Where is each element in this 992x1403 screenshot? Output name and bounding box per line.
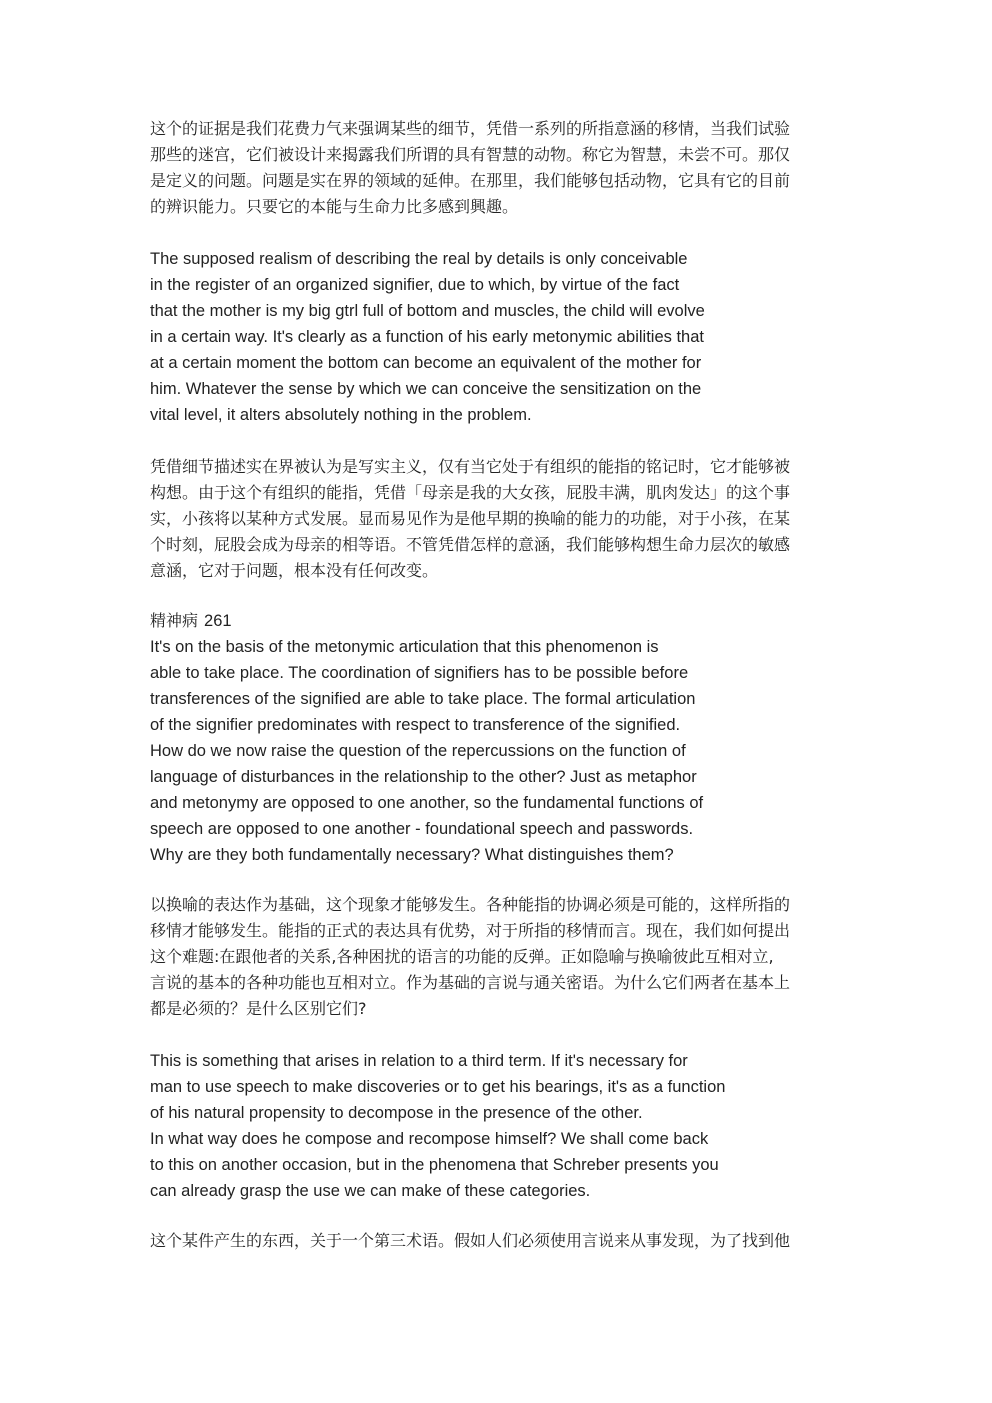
text-line: 言说的基本的各种功能也互相对立。作为基础的言说与通关密语。为什么它们两者在基本上 xyxy=(150,973,791,992)
text-line: transferences of the signified are able to take place. The formal articulation xyxy=(150,690,696,708)
paragraph-zh-3 xyxy=(150,892,844,1022)
text-line: that the mother is my big gtrl full of bottom and muscles, the child will evolve xyxy=(150,302,705,320)
text-line: 个时刻，屁股会成为母亲的相等语。不管凭借怎样的意涵，我们能够构想生命力层次的敏感 xyxy=(150,535,791,554)
text-line: 构想。由于这个有组织的能指，凭借「母亲是我的大女孩，屁股丰满，肌肉发达」的这个事 xyxy=(150,483,791,502)
text-line: 实，小孩将以某种方式发展。显而易见作为是他早期的换喻的能力的功能，对于小孩，在某 xyxy=(150,509,791,528)
text-line: 是定义的问题。问题是实在界的领域的延伸。在那里，我们能够包括动物，它具有它的目前 xyxy=(150,171,791,190)
text-line: 这个的证据是我们花费力气来强调某些的细节，凭借一系列的所指意涵的移情，当我们试验 xyxy=(150,119,791,138)
document-page xyxy=(150,116,850,1254)
paragraph-gap xyxy=(150,1204,850,1228)
heading-title: 精神病 xyxy=(150,611,199,630)
text-line: How do we now raise the question of the repercussions on the function of xyxy=(150,742,686,760)
text-line: man to use speech to make discoveries or to get his bearings, it's as a function xyxy=(150,1078,726,1096)
text-line: of the signifier predominates with respect to transference of the signified. xyxy=(150,716,681,734)
paragraph-en-1 xyxy=(150,246,850,428)
text-line: This is something that arises in relation to a third term. If it's necessary for xyxy=(150,1052,688,1070)
text-line: can already grasp the use we can make of these categories. xyxy=(150,1182,591,1200)
paragraph-gap xyxy=(150,220,850,246)
paragraph-en-3 xyxy=(150,1048,850,1204)
paragraph-zh-1 xyxy=(150,116,844,220)
text-line: him. Whatever the sense by which we can conceive the sensitization on the xyxy=(150,380,702,398)
paragraph-gap xyxy=(150,428,850,454)
text-line: 那些的迷宫，它们被设计来揭露我们所谓的具有智慧的动物。称它为智慧，未尝不可。那仅 xyxy=(150,145,791,164)
page-heading xyxy=(150,608,850,634)
text-line: In what way does he compose and recompose himself? We shall come back xyxy=(150,1130,709,1148)
text-line: at a certain moment the bottom can become an equivalent of the mother for xyxy=(150,354,702,372)
paragraph-zh-4 xyxy=(150,1228,844,1254)
paragraph-en-2 xyxy=(150,634,850,868)
text-line: It's on the basis of the metonymic articulation that this phenomenon is xyxy=(150,638,659,656)
text-line: 这个难题:在跟他者的关系,各种困扰的语言的功能的反弹。正如隐喻与换喻彼此互相对立, xyxy=(150,947,774,966)
page-number: 261 xyxy=(204,612,232,630)
paragraph-gap xyxy=(150,1022,850,1048)
text-line: vital level, it alters absolutely nothing in the problem. xyxy=(150,406,532,424)
text-line: of his natural propensity to decompose in the presence of the other. xyxy=(150,1104,643,1122)
text-line: 这个某件产生的东西，关于一个第三术语。假如人们必须使用言说来从事发现，为了找到他 xyxy=(150,1231,791,1250)
text-line: and metonymy are opposed to one another, so the fundamental functions of xyxy=(150,794,704,812)
text-line: The supposed realism of describing the real by details is only conceivable xyxy=(150,250,688,268)
text-line: in a certain way. It's clearly as a function of his early metonymic abilities that xyxy=(150,328,704,346)
text-line: Why are they both fundamentally necessary? What distinguishes them? xyxy=(150,846,674,864)
text-line: language of disturbances in the relationship to the other? Just as metaphor xyxy=(150,768,697,786)
text-line: 移情才能够发生。能指的正式的表达具有优势，对于所指的移情而言。现在，我们如何提出 xyxy=(150,921,791,940)
text-line: 意涵，它对于问题，根本没有任何改变。 xyxy=(150,561,439,580)
text-line: speech are opposed to one another - foundational speech and passwords. xyxy=(150,820,694,838)
paragraph-gap xyxy=(150,868,850,892)
text-line: 的辨识能力。只要它的本能与生命力比多感到興趣。 xyxy=(150,197,519,216)
paragraph-gap xyxy=(150,584,850,608)
text-line: 凭借细节描述实在界被认为是写实主义，仅有当它处于有组织的能指的铭记时，它才能够被 xyxy=(150,457,791,476)
text-line: 以换喻的表达作为基础，这个现象才能够发生。各种能指的协调必须是可能的，这样所指的 xyxy=(150,895,791,914)
text-line: to this on another occasion, but in the phenomena that Schreber presents you xyxy=(150,1156,719,1174)
text-line: 都是必须的？是什么区别它们? xyxy=(150,999,367,1018)
paragraph-zh-2 xyxy=(150,454,844,584)
text-line: able to take place. The coordination of signifiers has to be possible before xyxy=(150,664,689,682)
text-line: in the register of an organized signifier, due to which, by virtue of the fact xyxy=(150,276,680,294)
